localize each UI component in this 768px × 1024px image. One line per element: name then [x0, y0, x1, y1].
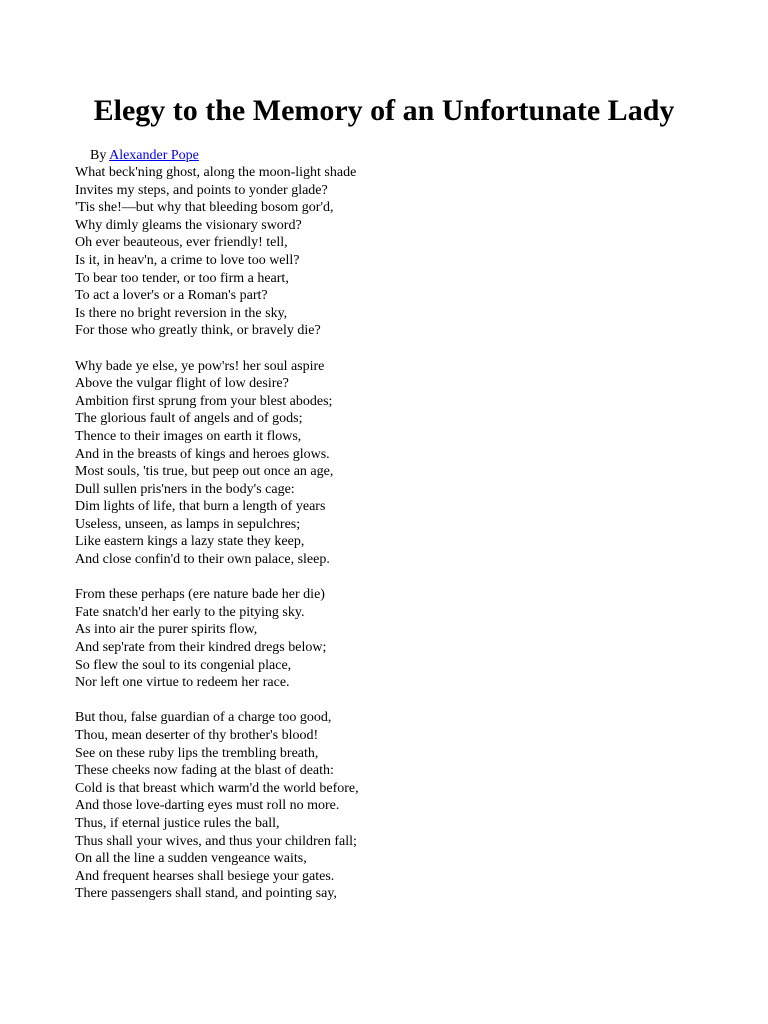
stanza — [75, 358, 725, 569]
poem-line: Why bade ye else, ye pow'rs! her soul aspire — [75, 358, 325, 374]
stanza — [75, 164, 725, 340]
poem-line: On all the line a sudden vengeance waits, — [75, 851, 307, 867]
poem-line: And close confin'd to their own palace, sleep. — [75, 552, 330, 568]
poem-line: There passengers shall stand, and pointing say, — [75, 886, 337, 902]
poem-line: What beck'ning ghost, along the moon-light shade — [75, 165, 357, 180]
poem-line: And frequent hearses shall besiege your gates. — [75, 868, 335, 884]
poem-line: As into air the purer spirits flow, — [75, 622, 258, 638]
poem-line: Useless, unseen, as lamps in sepulchres; — [75, 516, 301, 532]
poem-line: 'Tis she!—but why that bleeding bosom gor'd, — [75, 200, 334, 216]
poem-line: Like eastern kings a lazy state they keep, — [75, 534, 305, 550]
poem-line: See on these ruby lips the trembling breath, — [75, 745, 319, 761]
poem-line: Above the vulgar flight of low desire? — [75, 376, 289, 392]
poem-body — [75, 164, 725, 921]
author-link[interactable]: Alexander Pope — [109, 148, 199, 163]
poem-line: Cold is that breast which warm'd the world before, — [75, 780, 359, 796]
poem-line: From these perhaps (ere nature bade her die) — [75, 587, 325, 603]
poem-line: Why dimly gleams the visionary sword? — [75, 217, 302, 233]
poem-line: To bear too tender, or too firm a heart, — [75, 270, 289, 286]
poem-line: Thou, mean deserter of thy brother's blood! — [75, 728, 319, 743]
poem-line: And sep'rate from their kindred dregs below; — [75, 640, 327, 656]
poem-line: Fate snatch'd her early to the pitying sky. — [75, 604, 305, 620]
poem-line: To act a lover's or a Roman's part? — [75, 288, 268, 304]
stanza — [75, 586, 725, 692]
poem-line: Dull sullen pris'ners in the body's cage: — [75, 481, 295, 497]
poem-line: Most souls, 'tis true, but peep out once an age, — [75, 464, 334, 480]
poem-line: Is there no bright reversion in the sky, — [75, 305, 288, 321]
byline-prefix: By — [90, 148, 110, 163]
poem-line: Nor left one virtue to redeem her race. — [75, 675, 290, 691]
poem-line: Invites my steps, and points to yonder glade? — [75, 182, 328, 198]
poem-line: The glorious fault of angels and of gods; — [75, 411, 303, 427]
poem-title: Elegy to the Memory of an Unfortunate Lady — [93, 94, 675, 127]
poem-line: But thou, false guardian of a charge too good, — [75, 710, 332, 726]
poem-line: Dim lights of life, that burn a length of years — [75, 499, 326, 515]
poem-line: So flew the soul to its congenial place, — [75, 657, 292, 673]
poem-line: Thus, if eternal justice rules the ball, — [75, 815, 280, 831]
byline — [90, 147, 199, 165]
poem-line: And in the breasts of kings and heroes glows. — [75, 446, 330, 462]
poem-line: Thus shall your wives, and thus your children fall; — [75, 833, 357, 849]
poem-line: Thence to their images on earth it flows, — [75, 428, 302, 444]
stanza — [75, 709, 725, 903]
poem-line: For those who greatly think, or bravely die? — [75, 323, 321, 339]
poem-line: These cheeks now fading at the blast of death: — [75, 763, 334, 779]
poem-line: And those love-darting eyes must roll no more. — [75, 798, 340, 814]
poem-line: Oh ever beauteous, ever friendly! tell, — [75, 235, 288, 251]
poem-line: Ambition first sprung from your blest abodes; — [75, 393, 333, 409]
poem-line: Is it, in heav'n, a crime to love too well? — [75, 252, 300, 268]
